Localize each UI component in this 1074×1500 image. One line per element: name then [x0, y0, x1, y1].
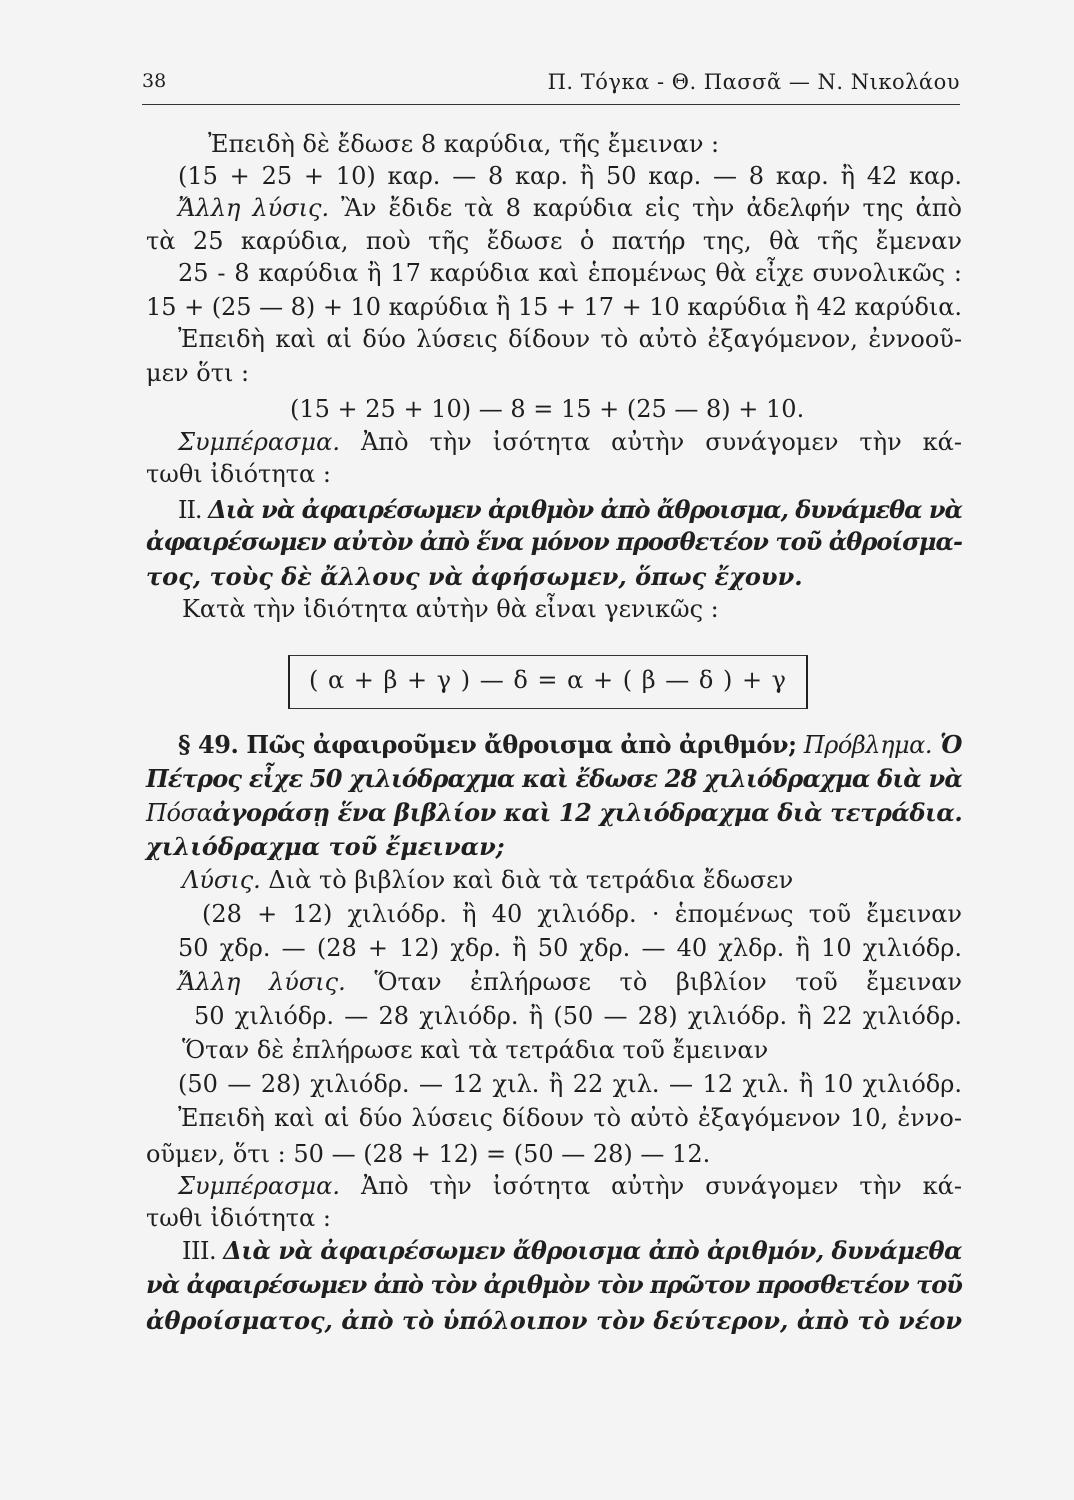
emphasis-text: ἀθροίσματος, ἀπὸ τὸ ὑπόλοιπον τὸν δεύτερον, ἀπὸ τὸ νέον [146, 1306, 962, 1335]
emphasis-text: Ὁ [932, 730, 962, 759]
text-line [146, 561, 803, 593]
section-heading: § 49. Πῶς ἀφαιροῦμεν ἄθροισμα ἀπὸ ἀριθμόν; [178, 730, 797, 759]
italic-label: Πόσα [146, 799, 213, 827]
line-text: III. [182, 1237, 224, 1265]
text-line [194, 1000, 962, 1032]
emphasis-text: νὰ ἀφαιρέσωμεν ἀπὸ τὸν ἀριθμὸν τὸν πρῶτον προσθετέον τοῦ [146, 1270, 963, 1299]
line-text: 50 χιλιόδρ. — 28 χιλιόδρ. ἢ (50 — 28) χιλιόδρ. ἢ 22 χιλιόδρ. [194, 1002, 962, 1030]
page-number: 38 [142, 70, 167, 92]
line-text: Ἐπειδὴ καὶ αἱ δύο λύσεις δίδουν τὸ αὐτὸ ἐξαγόμενον, ἐννοοῦ- [178, 325, 962, 353]
line-text: 50 χδρ. — (28 + 12) χδρ. ἢ 50 χδρ. — 40 χλδρ. ἢ 10 χιλιόδρ. [178, 934, 962, 962]
italic-label: Συμπέρασμα. [178, 1172, 340, 1200]
text-line [178, 426, 962, 458]
emphasis-text: Πέτρος εἶχε 50 χιλιόδραχμα καὶ ἔδωσε 28 χιλιόδραχμα διὰ νὰ [146, 764, 963, 793]
text-line [146, 357, 249, 389]
text-line [178, 1170, 962, 1202]
text-line [182, 1235, 962, 1267]
page-header [142, 70, 960, 105]
running-title: Π. Τόγκα - Θ. Πασσᾶ — Ν. Νικολάου [547, 70, 960, 94]
text-line [146, 1202, 331, 1234]
line-text: (50 — 28) χιλιόδρ. — 12 χιλ. ἢ 22 χιλ. — 12 χιλ. ἢ 10 χιλιόδρ. [178, 1070, 962, 1098]
text-line [178, 494, 962, 526]
line-text: Ἀπὸ τὴν ἰσότητα αὐτὴν συνάγομεν τὴν κά- [339, 1172, 962, 1200]
emphasis-text: ἀφαιρέσωμεν αὐτὸν ἀπὸ ἕνα μόνον προσθετέον τοῦ ἀθροίσμα- [146, 527, 963, 556]
line-text: τὰ 25 καρύδια, ποὺ τῆς ἔδωσε ὁ πατήρ της, θὰ τῆς ἔμεναν [146, 227, 962, 255]
text-line [182, 593, 719, 625]
text-line [146, 225, 962, 257]
line-text: Ἂν ἔδιδε τὰ 8 καρύδια εἰς τὴν ἀδελφήν της ἀπὸ [329, 194, 962, 222]
formula: ( α + β + γ ) — δ = α + ( β — δ ) + γ [308, 666, 788, 694]
italic-label: Λύσις. [182, 866, 261, 894]
text-line [178, 257, 962, 289]
line-text: Ὅταν δὲ ἐπλήρωσε καὶ τὰ τετράδια τοῦ ἔμειναν [182, 1036, 769, 1064]
line-text: οῦμεν, ὅτι : 50 — (28 + 12) = (50 — 28) — 12. [146, 1140, 711, 1168]
italic-label: Πρόβλημα. [796, 731, 933, 759]
text-line [146, 1305, 962, 1337]
text-line [178, 323, 962, 355]
text-line [146, 763, 962, 795]
text-line [182, 864, 793, 896]
line-text: Κατὰ τὴν ἰδιότητα αὐτὴν θὰ εἶναι γενικῶς : [182, 595, 719, 623]
text-line [178, 192, 962, 224]
text-line [178, 729, 962, 761]
line-text: Ἐπειδὴ καὶ αἱ δύο λύσεις δίδουν τὸ αὐτὸ ἐξαγόμενον 10, ἐννο- [178, 1104, 962, 1132]
emphasis-text: χιλιόδραχμα τοῦ ἔμειναν; [146, 832, 505, 861]
text-line [202, 898, 962, 930]
italic-label: Συμπέρασμα. [178, 428, 340, 456]
line-text: Διὰ τὸ βιβλίον καὶ διὰ τὰ τετράδια ἔδωσεν [260, 866, 794, 894]
text-line [178, 160, 962, 192]
italic-label: Ἄλλη λύσις. [178, 194, 330, 222]
text-line [182, 1034, 768, 1066]
emphasis-text: Διὰ νὰ ἀφαιρέσωμεν ἄθροισμα ἀπὸ ἀριθμόν, δυνάμεθα [223, 1236, 962, 1265]
line-text: (28 + 12) χιλιόδρ. ἢ 40 χιλιόδρ. · ἑπομένως τοῦ ἔμειναν [202, 900, 962, 928]
line-text: μεν ὅτι : [146, 359, 250, 387]
text-line [178, 966, 962, 998]
line-text: 15 + (25 — 8) + 10 καρύδια ἢ 15 + 17 + 10 καρύδια ἢ 42 καρύδια. [146, 293, 963, 321]
text-line [290, 393, 804, 425]
line-text: τωθι ἰδιότητα : [146, 1204, 331, 1232]
text-line [146, 1138, 710, 1170]
text-line [178, 1102, 962, 1134]
formula-box [288, 655, 808, 709]
text-line [178, 1068, 962, 1100]
line-text: (15 + 25 + 10) καρ. — 8 καρ. ἢ 50 καρ. — 8 καρ. ἢ 42 καρ. [178, 162, 962, 190]
emphasis-text: τος, τοὺς δὲ ἄλλους νὰ ἀφήσωμεν, ὅπως ἔχουν. [146, 562, 803, 591]
line-text: Ὅταν ἐπλήρωσε τὸ βιβλίον τοῦ ἔμειναν [345, 968, 962, 996]
line-text: Ἐπειδὴ δὲ ἔδωσε 8 καρύδια, τῆς ἔμειναν : [208, 130, 720, 158]
line-text: (15 + 25 + 10) — 8 = 15 + (25 — 8) + 10. [290, 395, 805, 423]
text-line [146, 526, 962, 558]
text-line [208, 128, 719, 160]
line-text: II. [178, 496, 209, 524]
italic-label: Ἄλλη λύσις. [178, 968, 346, 996]
text-line [146, 1269, 962, 1301]
emphasis-text: Διὰ νὰ ἀφαιρέσωμεν ἀριθμὸν ἀπὸ ἄθροισμα, δυνάμεθα νὰ [208, 495, 963, 524]
line-text: Ἀπὸ τὴν ἰσότητα αὐτὴν συνάγομεν τὴν κά- [339, 428, 962, 456]
line-text: 25 - 8 καρύδια ἢ 17 καρύδια καὶ ἑπομένως θὰ εἶχε συνολικῶς : [178, 259, 962, 287]
text-line [146, 458, 331, 490]
text-line [146, 797, 962, 829]
text-line [178, 932, 962, 964]
line-text: τωθι ἰδιότητα : [146, 460, 331, 488]
text-line [146, 831, 505, 863]
emphasis-text: ἀγοράσῃ ἕνα βιβλίον καὶ 12 χιλιόδραχμα διὰ τετράδια. [212, 798, 963, 827]
text-line [146, 291, 962, 323]
